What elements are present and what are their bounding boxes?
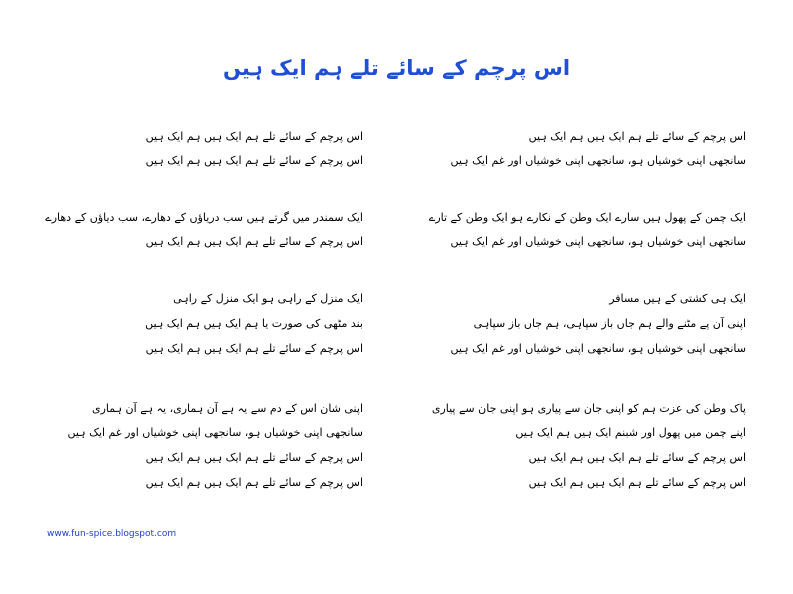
stanza1-left-line2: اس پرچم کے سائے تلے ہم ایک ہیں ہم ایک ہیں — [145, 154, 363, 167]
stanza4-right-line4: اس پرچم کے سائے تلے ہم ایک ہیں ہم ایک ہیں — [528, 476, 746, 489]
stanza4-left-line3: اس پرچم کے سائے تلے ہم ایک ہیں ہم ایک ہیں — [145, 451, 363, 464]
stanza3-left-line2: بند مٹھی کی صورت یا ہم ایک ہیں ہم ایک ہیں — [145, 317, 363, 330]
footer-url[interactable]: www.fun-spice.blogspot.com — [47, 529, 177, 539]
stanza4-right-line3: اس پرچم کے سائے تلے ہم ایک ہیں ہم ایک ہیں — [528, 451, 746, 464]
stanza1-right-line2: سانجھی اپنی خوشیاں ہو، سانجھی اپنی خوشیاں اور غم ایک ہیں — [450, 154, 746, 167]
stanza3-left-line1: ایک منزل کے راہی ہو ایک منزل کے راہی — [173, 292, 363, 305]
stanza4-left-line1: اپنی شان اس کے دم سے یہ ہے آن ہماری، یہ ہے آن ہماری — [91, 402, 363, 415]
stanza4-left-line4: اس پرچم کے سائے تلے ہم ایک ہیں ہم ایک ہیں — [145, 476, 363, 489]
stanza1-right-line1: اس پرچم کے سائے تلے ہم ایک ہیں ہم ایک ہیں — [528, 130, 746, 143]
stanza2-right-line1: ایک چمن کے پھول ہیں سارے ایک وطن کے نکارے ہو ایک وطن کے تارے — [428, 211, 746, 224]
stanza3-right-line3: سانجھی اپنی خوشیاں ہو، سانجھی اپنی خوشیاں اور غم ایک ہیں — [450, 342, 746, 355]
stanza3-left-line3: اس پرچم کے سائے تلے ہم ایک ہیں ہم ایک ہیں — [145, 342, 363, 355]
stanza2-left-line1: ایک سمندر میں گرتے ہیں سب دریاؤں کے دھارے، سب دیاؤں کے دھارے — [45, 211, 363, 224]
stanza2-left-line2: اس پرچم کے سائے تلے ہم ایک ہیں ہم ایک ہیں — [145, 235, 363, 248]
stanza4-left-line2: سانجھی اپنی خوشیاں ہو، سانجھی اپنی خوشیاں اور غم ایک ہیں — [67, 426, 363, 439]
stanza2-right-line2: سانجھی اپنی خوشیاں ہو، سانجھی اپنی خوشیاں اور غم ایک ہیں — [450, 235, 746, 248]
stanza4-right-line2: اپنے چمن میں پھول اور شبنم ایک ہیں ہم ایک ہیں — [515, 426, 746, 439]
stanza3-right-line2: اپنی آن پے مٹنے والے ہم جاں باز سپاہی، ہم جاں باز سپاہی — [473, 317, 746, 330]
stanza3-right-line1: ایک ہی کشتی کے ہیں مسافر — [609, 292, 746, 305]
poem-title: اس پرچم کے سائے تلے ہم ایک ہیں — [222, 56, 571, 80]
stanza1-left-line1: اس پرچم کے سائے تلے ہم ایک ہیں ہم ایک ہیں — [145, 130, 363, 143]
stanza4-right-line1: پاک وطن کی عزت ہم کو اپنی جان سے پیاری ہو اپنی جان سے پیاری — [431, 402, 746, 415]
